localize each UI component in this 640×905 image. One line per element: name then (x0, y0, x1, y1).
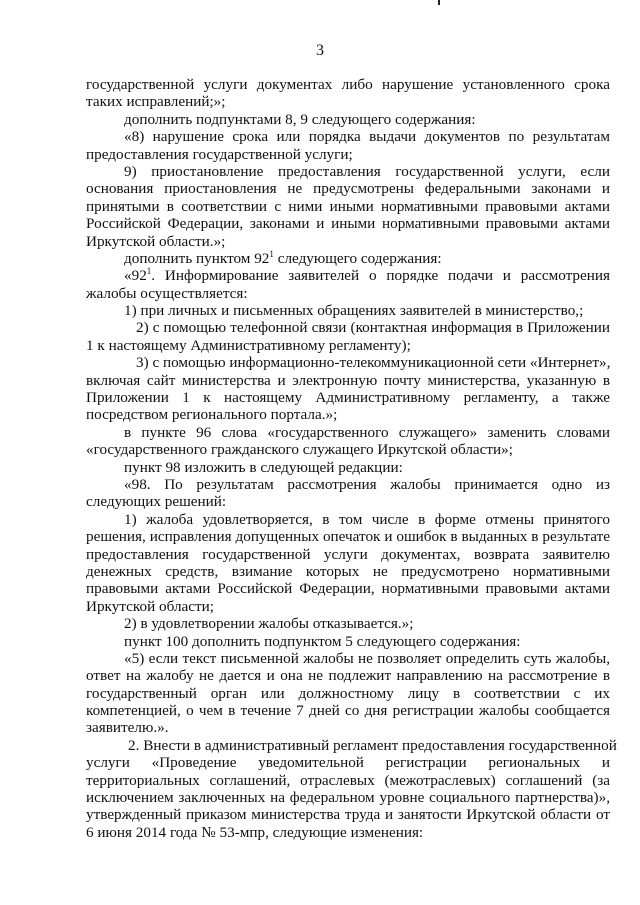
text-line: 9) приостановление предоставления государственной услуги, если (124, 162, 610, 180)
text-line: предоставления государственной услуги; (86, 145, 353, 163)
text-line: «5) если текст письменной жалобы не позволяет определить суть жалобы, (124, 649, 610, 667)
text-line: таких исправлений;»; (86, 93, 226, 111)
text-line: 1) жалоба удовлетворяется, в том числе в форме отмены принятого (124, 510, 610, 528)
text-line: предоставления государственной услуги документах, возврата заявителю (86, 545, 610, 563)
text-line: денежных средств, взимание которых не предусмотрено нормативными (86, 562, 610, 580)
superscript: 1 (269, 248, 274, 259)
text-line: территориальных соглашений, отраслевых (межотраслевых) соглашений (за (86, 771, 610, 789)
text-line: решения, исправления допущенных опечаток и ошибок в выданных в результате (86, 528, 610, 546)
text-line: посредством регионального портала.»; (86, 406, 338, 424)
text-line: ответ на жалобу не дается и она не подлежит направлению на рассмотрение в (86, 667, 610, 685)
text-line: пункт 100 дополнить подпунктом 5 следующего содержания: (124, 632, 521, 650)
text-fragment: «92 (124, 267, 147, 285)
text-line: государственный орган или должностному лицу в соответствии с их (86, 684, 610, 702)
text-line: дополнить подпунктами 8, 9 следующего содержания: (124, 110, 476, 128)
text-line: в пункте 96 слова «государственного служащего» заменить словами (124, 423, 610, 441)
superscript: 1 (146, 266, 152, 277)
text-line: принятыми в соответствии с ними иными нормативными правовыми актами (86, 197, 610, 215)
text-line: утвержденный приказом министерства труда и занятости Иркутской области от (86, 806, 610, 824)
text-line: 3) с помощью информационно-телекоммуникационной сети «Интернет», (136, 354, 611, 372)
text-line: «8) нарушение срока или порядка выдачи документов по результатам (124, 128, 610, 146)
text-line: жалобы осуществляется: (86, 284, 248, 302)
text-line: Иркутской области; (86, 597, 214, 615)
text-line: Приложении 1 к настоящему Административному регламенту, а также (86, 389, 610, 407)
text-line: «государственного гражданского служащего Иркутской области»; (86, 441, 513, 459)
text-line: государственной услуги документах либо нарушение установленного срока (86, 76, 610, 93)
text-fragment: . Информирование заявителей о порядке подачи и рассмотрения (151, 267, 610, 285)
text-fragment: следующего содержания: (273, 249, 442, 267)
text-line: 2) в удовлетворении жалобы отказывается.»; (124, 615, 414, 633)
text-line: «98. По результатам рассмотрения жалобы принимается одно из (124, 475, 610, 493)
text-line: 6 июня 2014 года № 53-мпр, следующие изменения: (86, 823, 424, 841)
text-line: Российской Федерации, законами и иными нормативными правовыми актами (86, 215, 610, 233)
scan-mark (438, 0, 440, 5)
text-line: пункт 98 изложить в следующей редакции: (124, 458, 403, 476)
text-line: 2) с помощью телефонной связи (контактная информация в Приложении (136, 319, 610, 337)
text-line (124, 267, 610, 284)
text-line: услуги «Проведение уведомительной регистрации региональных и (86, 754, 610, 772)
text-line: компетенцией, о чем в течение 7 дней со дня регистрации жалобы сообщается (86, 702, 610, 720)
text-line: 2. Внести в административный регламент предоставления государственной (128, 736, 617, 754)
page-number: 3 (316, 42, 324, 59)
text-line (124, 250, 610, 267)
text-line: включая сайт министерства и электронную почту министерства, указанную в (86, 371, 610, 389)
text-line: следующих решений: (86, 493, 227, 511)
document-body (86, 76, 617, 841)
text-line: 1) при личных и письменных обращениях заявителей в министерство,; (124, 302, 584, 320)
text-line: правовыми актами Российской Федерации, нормативными правовыми актами (86, 580, 610, 598)
text-fragment: дополнить пунктом 92 (124, 249, 270, 267)
text-line: 1 к настоящему Административному регламенту); (86, 336, 411, 354)
text-line: основания приостановления не предусмотрены федеральными законами и (86, 180, 610, 198)
text-line: Иркутской области.»; (86, 232, 226, 250)
text-line: заявителю.». (86, 719, 169, 737)
text-line: исключением заключенных на федеральном уровне социального партнерства)», (86, 789, 610, 807)
